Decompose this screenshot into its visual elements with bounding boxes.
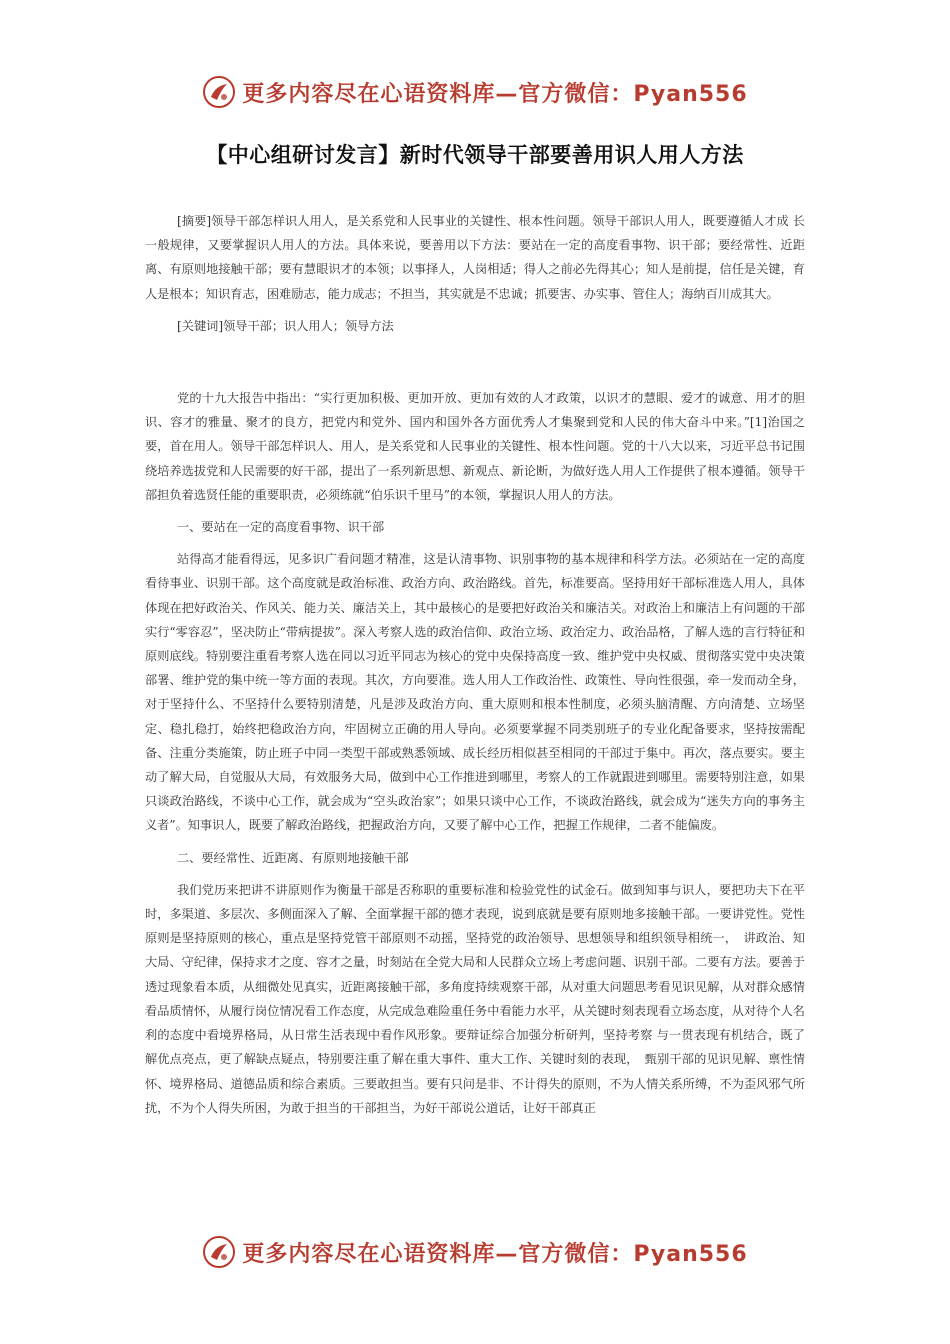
document-body bbox=[145, 209, 805, 1120]
section-1-paragraph: 站得高才能看得远，见多识广看问题才精准，这是认清事物、识别事物的基本规律和科学方法。必须站在一定的高度看待事业、识别干部。这个高度就是政治标准、政治方向、政治路线。首先，标准要高。坚持用好干部标准选人用人，具体体现在把好政治关、作风关、能力关、廉洁关上，其中最核心的是要把好政治关和廉洁关。对政治上和廉洁上有问题的干部实行“零容忍”，坚决防止“带病提拔”。深入考察人选的政治信仰、政治立场、政治定力、政治品格，了解人选的言行特征和原则底线。特别要注重看考察人选在同以习近平同志为核心的党中央保持高度一致、维护党中央权威、贯彻落实党中央决策部署、维护党的集中统一等方面的表现。其次，方向要准。选人用人工作政治性、政策性、导向性很强，牵一发而动全身，对于坚持什么、不坚持什么要特别清楚，凡是涉及政治方向、重大原则和根本性制度，必须头脑清醒、方向清楚、立场坚定、稳扎稳打，始终把稳政治方向，牢固树立正确的用人导向。必须要掌握不同类别班子的专业化配备要求，坚持按需配备、注重分类施策，防止班子中同一类型干部或熟悉领域、成长经历相似甚至相同的干部过于集中。再次，落点要实。要主动了解大局，自觉服从大局，有效服务大局，做到中心工作推进到哪里，考察人的工作就跟进到哪里。需要特别注意，如果只谈政治路线，不谈中心工作，就会成为“空头政治家”；如果只谈中心工作，不谈政治路线，就会成为“迷失方向的事务主义者”。知事识人，既要了解政治路线，把握政治方向，又要了解中心工作，把握工作规律，二者不能偏废。 bbox=[145, 552, 805, 833]
document-title: 【中心组研讨发言】新时代领导干部要善用识人用人方法 bbox=[206, 143, 744, 167]
watermark-banner-bottom bbox=[0, 1232, 950, 1272]
keywords-paragraph: [关键词]领导干部；识人用人；领导方法 bbox=[177, 318, 394, 333]
watermark-banner-top bbox=[0, 72, 950, 112]
abstract-paragraph: [摘要]领导干部怎样识人用人，是关系党和人民事业的关键性、根本性问题。领导干部识人用人，既要遵循人才成 长一般规律，又要掌握识人用人的方法。具体来说，要善用以下方法：要站在一定的高度看事物、识干部；要经常性、近距离、有原则地接触干部；要有慧眼识才的本领；以事择人，人岗相适；得人之前必先得其心；知人是前提，信任是关键，育人是根本；知识育志，困难励志，能力成志；不担当，其实就是不忠诚；抓要害、办实事、管住人；海纳百川成其大。 bbox=[145, 214, 805, 301]
watermark-text: 更多内容尽在心语资料库—官方微信：Pyan556 bbox=[242, 81, 748, 107]
section-2-paragraph: 我们党历来把讲不讲原则作为衡量干部是否称职的重要标准和检验党性的试金石。做到知事与识人，要把功夫下在平时，多渠道、多层次、多侧面深入了解、全面掌握干部的德才表现，说到底就是要有原则地多接触干部。一要讲党性。党性原则是坚持原则的核心，重点是坚持党管干部原则不动摇，坚持党的政治领导、思想领导和组织领导相统一， 讲政治、知大局、守纪律，保持求才之度、容才之量，时刻站在全党大局和人民群众立场上考虑问题、识别干部。二要有方法。要善于透过现象看本质，从细微处见真实，近距离接触干部，多角度持续观察干部，从对重大问题思考看见识见解，从对群众感情看品质情怀，从履行岗位情况看工作态度，从完成急难险重任务中看能力水平，从关键时刻表现看立场态度，从对待个人名利的态度中看境界格局，从日常生活表现中看作风形象。要辩证综合加强分析研判，坚持考察 与一贯表现有机结合，既了解优点亮点，更了解缺点疑点，特别要注重了解在重大事件、重大工作、关键时刻的表现， 甄别干部的见识见解、禀性情怀、境界格局、道德品质和综合素质。三要敢担当。要有只问是非、不计得失的原则，不为人情关系所缚，不为歪风邪气所扰，不为个人得失所困，为敢于担当的干部担当，为好干部说公道话，让好干部真正 bbox=[145, 882, 805, 1115]
logo-icon bbox=[202, 1235, 236, 1269]
intro-paragraph: 党的十九大报告中指出：“实行更加积极、更加开放、更加有效的人才政策，以识才的慧眼、爱才的诚意、用才的胆识、容才的雅量、聚才的良方，把党内和党外、国内和国外各方面优秀人才集聚到党和人民的伟大奋斗中来。”[1]治国之要，首在用人。领导干部怎样识人、用人，是关系党和人民事业的关键性、根本性问题。党的十八大以来，习近平总书记围绕培养选拔党和人民需要的好干部，提出了一系列新思想、新观点、新论断，为做好选人用人工作提供了根本遵循。领导干部担负着选贤任能的重要职责，必须练就“伯乐识千里马”的本领，掌握识人用人的方法。 bbox=[145, 391, 805, 502]
section-2-heading: 二、要经常性、近距离、有原则地接触干部 bbox=[177, 850, 409, 865]
section-1-heading: 一、要站在一定的高度看事物、识干部 bbox=[177, 520, 385, 535]
watermark-text: 更多内容尽在心语资料库—官方微信：Pyan556 bbox=[242, 1241, 748, 1267]
logo-icon bbox=[202, 75, 236, 109]
